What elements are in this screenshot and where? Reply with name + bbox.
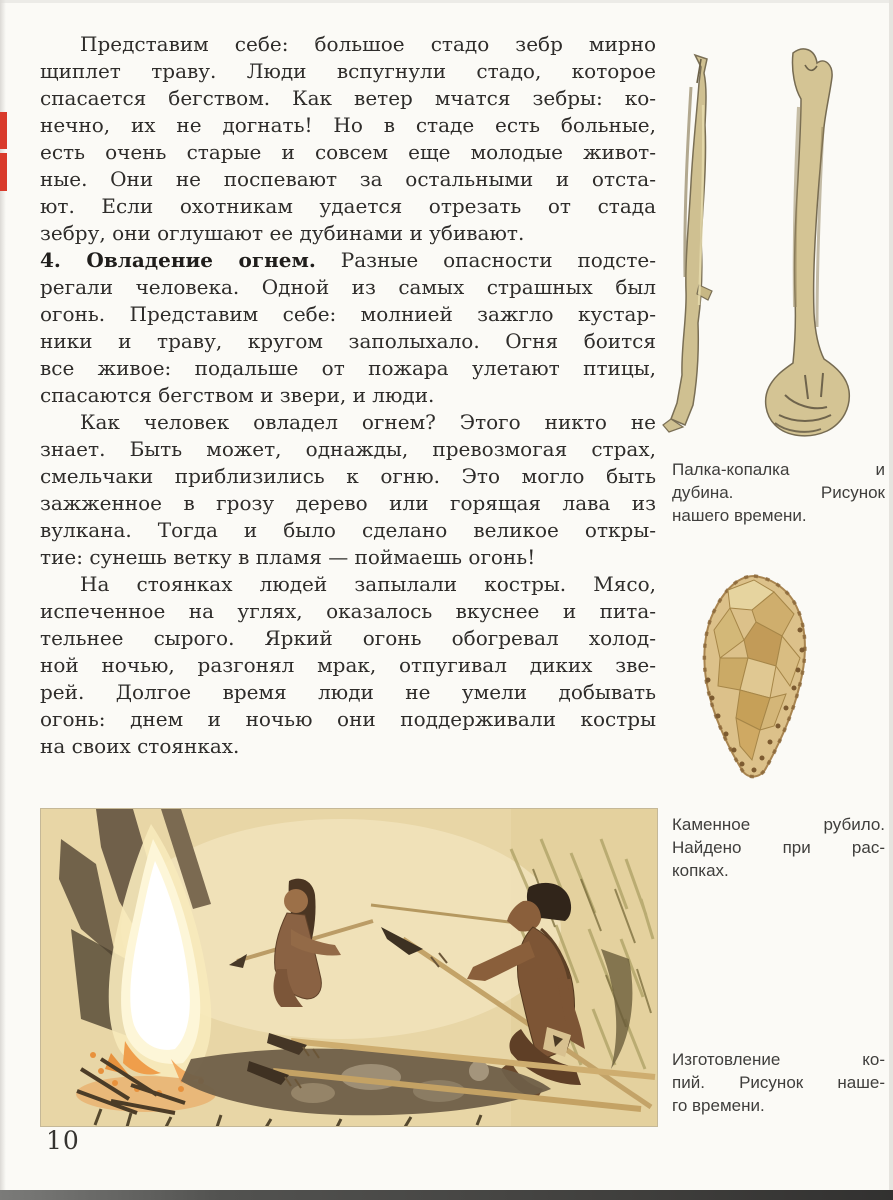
figure-fire-scene xyxy=(40,808,658,1127)
digging-stick-and-club-illustration xyxy=(655,25,890,445)
digging-stick-shape xyxy=(663,55,712,432)
page-number: 10 xyxy=(46,1126,80,1155)
figure-hand-axe xyxy=(678,570,833,795)
paragraph-campfires: На стоянках людей запылали костры. Мясо, испеченное на углях, оказалось вкуснее и пита- тельнее сырого. Яркий огонь обогревал холод- ной ночью, разгонял мрак, отпугивал диких зве- рей. Долгое время люди не умели добывать огонь: днем и ночью они поддерживали костры на своих стоянках. xyxy=(40,572,656,758)
page-edge-mark xyxy=(0,112,7,149)
figure-digging-stick-and-club xyxy=(655,25,890,445)
section-heading-rest: Разные опасности подсте- xyxy=(340,248,656,272)
main-text-column xyxy=(40,31,656,760)
page-edge-mark xyxy=(0,153,7,191)
section-heading: 4. Овладение огнем. xyxy=(40,248,316,272)
fire-scene-illustration xyxy=(41,809,657,1126)
hand-axe-shape xyxy=(704,576,805,777)
caption-digging-stick: Палка-копалка и дубина. Рисунок нашего времени. xyxy=(672,460,885,525)
section-heading-line xyxy=(40,247,656,274)
club-shape xyxy=(766,49,850,436)
page-bottom-edge xyxy=(0,1190,893,1200)
paragraph-fire-mystery: Как человек овладел огнем? Этого никто не знает. Быть может, однажды, превозмогая страх, смельчаки приблизились к огню. Это могло быть зажженное в грозу дерево или горящая лава из вулкана. Тогда и было сделано великое откры- тие: сунешь ветку в пламя — поймаешь огонь! xyxy=(40,410,656,569)
section-4-body: регали человека. Одной из самых страшных был огонь. Представим себе: молнией зажгло кустар- ники и траву, кругом заполыхало. Огня боится все живое: подальше от пожара улетают птицы, спасаются бегством и звери, и люди. xyxy=(40,275,656,407)
page-top-edge xyxy=(0,0,893,3)
paragraph-zebra-hunt: Представим себе: большое стадо зебр мирно щиплет траву. Люди вспугнули стадо, которое спасается бегством. Как ветер мчатся зебры: ко- нечно, их не догнать! Но в стаде есть больные, есть очень старые и совсем еще молодые живот- ные. Они не поспевают за остальными и отста- ют. Если охотникам удается отрезать от стада зебру, они оглушают ее дубинами и убивают. xyxy=(40,32,656,245)
caption-hand-axe: Каменное рубило. Найдено при рас- копках. xyxy=(672,815,885,880)
caption-spear-making: Изготовление ко- пий. Рисунок наше- го времени. xyxy=(672,1050,885,1115)
paragraph-section-4 xyxy=(40,247,656,409)
hand-axe-illustration xyxy=(678,570,833,795)
